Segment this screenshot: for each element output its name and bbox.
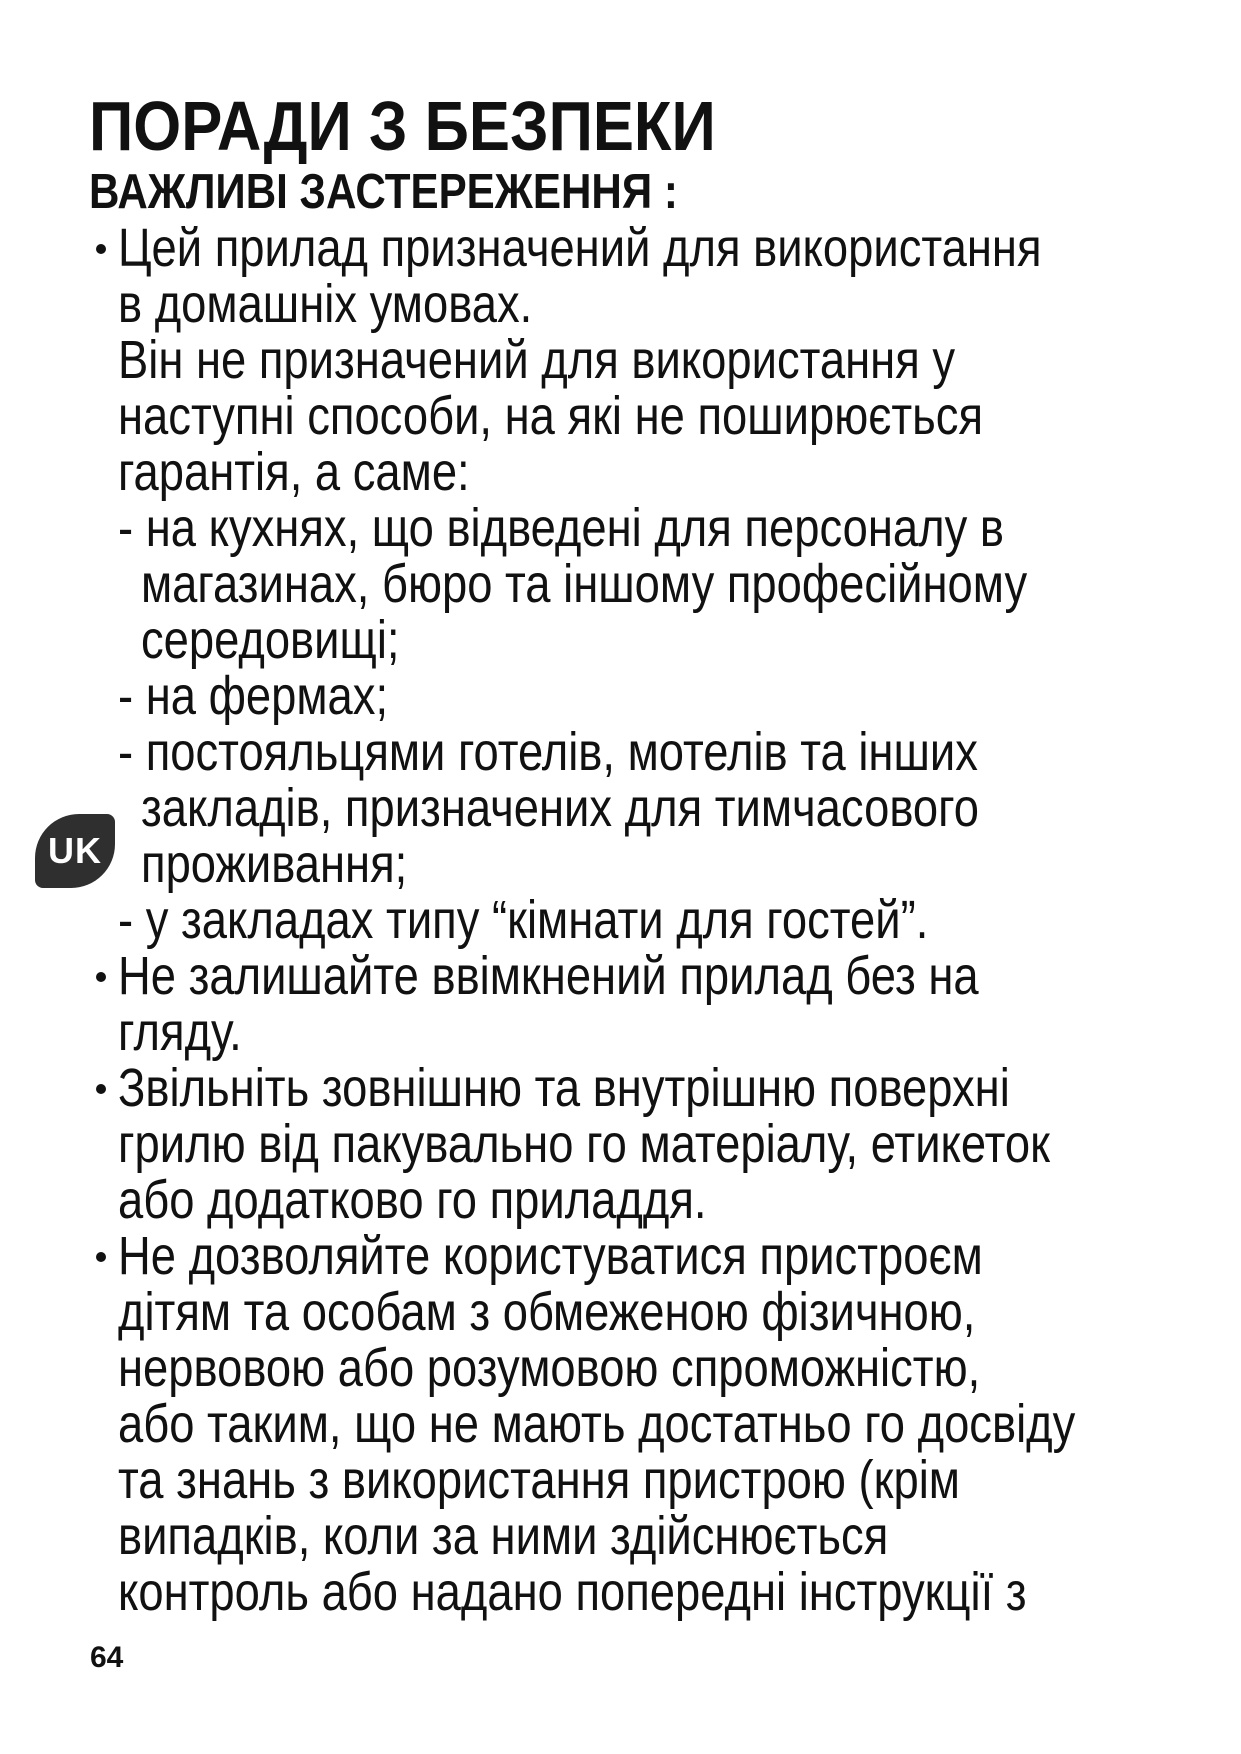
page-number: 64 [90, 1641, 124, 1674]
text-line: - на фермах; [118, 666, 389, 726]
text-line: дітям та особам з обмеженою фізичною, [118, 1282, 976, 1342]
text-line: в домашніх умовах. [118, 274, 533, 334]
text-line: Він не призначений для використання у [118, 330, 956, 390]
text-line: або таким, що не мають достатньо го досвіду [118, 1394, 1076, 1454]
text-line: контроль або надано попередні інструкції з [118, 1562, 1027, 1622]
text-line: Не залишайте ввімкнений прилад без на [118, 946, 979, 1006]
text-line: Звільніть зовнішню та внутрішню поверхні [118, 1058, 1010, 1118]
text-line: або додатково го приладдя. [118, 1170, 707, 1230]
bullet-icon [96, 244, 106, 254]
text-line: нервовою або розумовою спроможністю, [118, 1338, 981, 1398]
text-line: магазинах, бюро та іншому професійному [141, 554, 1028, 614]
text-line: - на кухнях, що відведені для персоналу в [118, 498, 1004, 558]
language-badge: UK [35, 814, 115, 888]
page-title: ПОРАДИ З БЕЗПЕКИ [89, 87, 716, 165]
text-line: - постояльцями готелів, мотелів та інших [118, 722, 978, 782]
text-line: гляду. [118, 1002, 242, 1062]
bullet-icon [96, 972, 106, 982]
text-line: гарантія, а саме: [118, 442, 470, 502]
text-line: наступні способи, на які не поширюється [118, 386, 984, 446]
text-line: випадків, коли за ними здійснюється [118, 1506, 889, 1566]
text-line: проживання; [141, 834, 408, 894]
text-line: середовищі; [141, 610, 400, 670]
bullet-icon [96, 1084, 106, 1094]
bullet-icon [96, 1252, 106, 1262]
text-line: та знань з використання пристрою (крім [118, 1450, 960, 1510]
section-subtitle: ВАЖЛИВІ ЗАСТЕРЕЖЕННЯ : [89, 165, 678, 219]
text-line: грилю від пакувально го матеріалу, етикеток [118, 1114, 1050, 1174]
text-line: Цей прилад призначений для використання [118, 218, 1042, 278]
text-line: закладів, призначених для тимчасового [141, 778, 979, 838]
text-line: Не дозволяйте користуватися пристроєм [118, 1226, 983, 1286]
text-line: - у закладах типу “кімнати для гостей”. [118, 890, 929, 950]
